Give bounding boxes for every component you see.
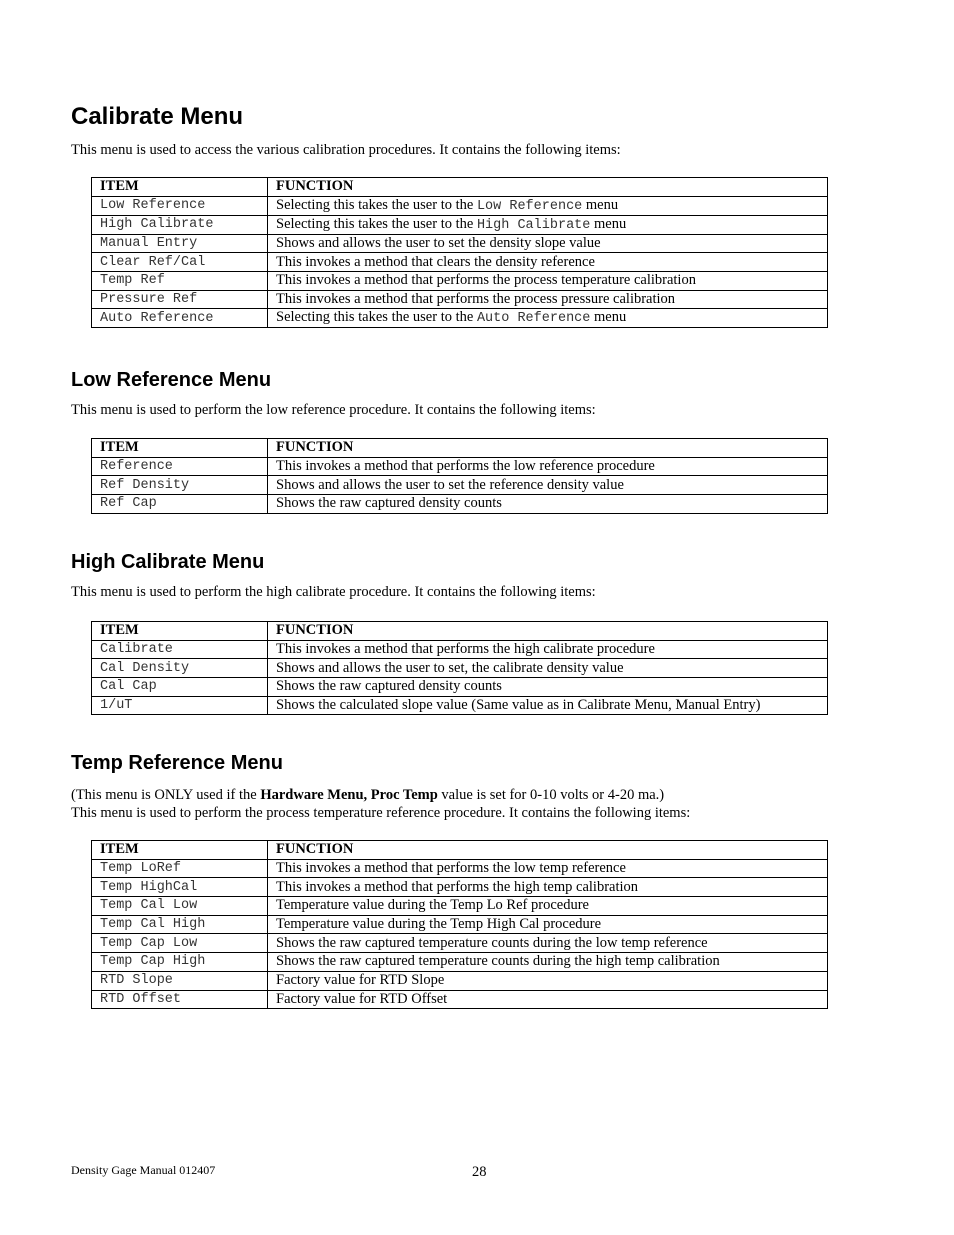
function-text: Shows and allows the user to set the reference density value (276, 476, 624, 493)
function-text: This invokes a method that performs the high calibrate procedure (276, 641, 655, 658)
function-text: Factory value for RTD Offset (276, 990, 448, 1007)
menu-item-name: RTD Slope (92, 971, 268, 990)
function-text-suffix: menu (590, 215, 627, 232)
menu-item-function (268, 309, 828, 328)
menu-item-name: Cal Cap (92, 678, 268, 697)
low-reference-menu-heading: Low Reference Menu (71, 369, 272, 391)
high-calibrate-menu-intro: This menu is used to perform the high calibrate procedure. It contains the following items: (71, 584, 596, 600)
function-text: Shows and allows the user to set, the calibrate density value (276, 659, 624, 676)
function-text: This invokes a method that clears the density reference (276, 253, 595, 270)
temp-reference-menu-table (91, 840, 828, 1009)
function-column-header: FUNCTION (268, 439, 828, 458)
menu-item-function (268, 897, 828, 916)
table-row (92, 659, 828, 678)
table-row (92, 878, 828, 897)
function-text-suffix: menu (590, 309, 627, 326)
function-column-header: FUNCTION (268, 622, 828, 641)
table-row (92, 934, 828, 953)
menu-reference: Auto Reference (476, 311, 591, 327)
high-calibrate-menu-table (91, 621, 828, 715)
calibrate-menu-intro: This menu is used to access the various calibration procedures. It contains the following items: (71, 142, 621, 158)
function-text: This invokes a method that performs the process temperature calibration (276, 272, 696, 289)
note-text-bold: Hardware Menu, Proc Temp (260, 787, 438, 803)
footer-page-number: 28 (472, 1164, 487, 1180)
menu-item-name: Ref Density (92, 476, 268, 495)
menu-item-function (268, 953, 828, 972)
low-reference-menu-table (91, 438, 828, 514)
menu-item-name: Auto Reference (92, 309, 268, 328)
calibrate-menu-heading: Calibrate Menu (71, 103, 244, 130)
menu-item-name: Low Reference (92, 196, 268, 215)
note-text-post: value is set for 0-10 volts or 4-20 ma.) (437, 787, 665, 803)
menu-item-name: Temp Cal High (92, 915, 268, 934)
menu-item-function (268, 934, 828, 953)
menu-item-function (268, 196, 828, 215)
function-text: Selecting this takes the user to the (276, 196, 477, 213)
function-text-suffix: menu (582, 196, 619, 213)
menu-item-name: Temp LoRef (92, 859, 268, 878)
menu-item-function (268, 971, 828, 990)
function-text: Selecting this takes the user to the (276, 215, 477, 232)
menu-item-function (268, 640, 828, 659)
table-row (92, 953, 828, 972)
table-row (92, 897, 828, 916)
low-reference-menu-intro: This menu is used to perform the low reference procedure. It contains the following items: (71, 402, 596, 418)
menu-reference: High Calibrate (476, 217, 591, 233)
function-text: Shows the calculated slope value (Same value as in Calibrate Menu, Manual Entry) (276, 697, 761, 714)
menu-item-function (268, 495, 828, 514)
table-row (92, 678, 828, 697)
note-text-pre: (This menu is ONLY used if the (71, 787, 261, 803)
function-text: Temperature value during the Temp Lo Ref procedure (276, 897, 589, 914)
menu-item-name: Clear Ref/Cal (92, 253, 268, 272)
item-column-header: ITEM (92, 439, 268, 458)
function-text: This invokes a method that performs the low reference procedure (276, 458, 655, 475)
menu-item-name: Temp Cap High (92, 953, 268, 972)
menu-item-name: Temp Cap Low (92, 934, 268, 953)
menu-item-name: Ref Cap (92, 495, 268, 514)
function-text: Shows and allows the user to set the density slope value (276, 235, 601, 252)
table-header-row (92, 841, 828, 860)
table-header-row (92, 622, 828, 641)
table-row (92, 309, 828, 328)
table-row (92, 457, 828, 476)
table-row (92, 476, 828, 495)
menu-item-name: Manual Entry (92, 234, 268, 253)
temp-reference-menu-intro: This menu is used to perform the process temperature reference procedure. It contains the following items: (71, 805, 691, 821)
menu-item-function (268, 234, 828, 253)
menu-item-name: Reference (92, 457, 268, 476)
table-row (92, 234, 828, 253)
table-row (92, 215, 828, 234)
menu-reference: Low Reference (476, 198, 583, 214)
menu-item-function (268, 272, 828, 291)
menu-item-function (268, 476, 828, 495)
high-calibrate-menu-heading: High Calibrate Menu (71, 551, 265, 573)
function-column-header: FUNCTION (268, 841, 828, 860)
temp-reference-menu-note (71, 786, 664, 804)
function-text: Shows the raw captured temperature counts during the low temp reference (276, 934, 708, 951)
menu-item-function (268, 659, 828, 678)
item-column-header: ITEM (92, 841, 268, 860)
function-text: Shows the raw captured density counts (276, 495, 502, 512)
menu-item-name: Calibrate (92, 640, 268, 659)
menu-item-function (268, 253, 828, 272)
menu-item-function (268, 990, 828, 1009)
menu-item-function (268, 290, 828, 309)
table-header-row (92, 178, 828, 197)
menu-item-function (268, 678, 828, 697)
menu-item-function (268, 878, 828, 897)
table-row (92, 253, 828, 272)
menu-item-function (268, 215, 828, 234)
menu-item-function (268, 696, 828, 715)
function-text: This invokes a method that performs the high temp calibration (276, 878, 639, 895)
calibrate-menu-table (91, 177, 828, 328)
function-text: Selecting this takes the user to the (276, 309, 477, 326)
item-column-header: ITEM (92, 622, 268, 641)
function-column-header: FUNCTION (268, 178, 828, 197)
table-header-row (92, 439, 828, 458)
menu-item-function (268, 915, 828, 934)
table-row (92, 272, 828, 291)
menu-item-function (268, 457, 828, 476)
item-column-header: ITEM (92, 178, 268, 197)
table-row (92, 859, 828, 878)
menu-item-name: Cal Density (92, 659, 268, 678)
menu-item-name: RTD Offset (92, 990, 268, 1009)
function-text: This invokes a method that performs the low temp reference (276, 860, 626, 877)
menu-item-name: 1/uT (92, 696, 268, 715)
function-text: This invokes a method that performs the process pressure calibration (276, 291, 676, 308)
menu-item-name: Temp Ref (92, 272, 268, 291)
function-text: Shows the raw captured density counts (276, 678, 502, 695)
table-row (92, 696, 828, 715)
table-row (92, 971, 828, 990)
function-text: Temperature value during the Temp High Cal procedure (276, 916, 602, 933)
temp-reference-menu-heading: Temp Reference Menu (71, 752, 283, 774)
menu-item-name: Temp HighCal (92, 878, 268, 897)
table-row (92, 495, 828, 514)
footer-document-name: Density Gage Manual 012407 (71, 1163, 216, 1177)
table-row (92, 640, 828, 659)
table-row (92, 915, 828, 934)
menu-item-name: High Calibrate (92, 215, 268, 234)
function-text: Shows the raw captured temperature counts during the high temp calibration (276, 953, 720, 970)
table-row (92, 990, 828, 1009)
table-row (92, 196, 828, 215)
table-row (92, 290, 828, 309)
function-text: Factory value for RTD Slope (276, 972, 445, 989)
menu-item-name: Pressure Ref (92, 290, 268, 309)
menu-item-function (268, 859, 828, 878)
menu-item-name: Temp Cal Low (92, 897, 268, 916)
